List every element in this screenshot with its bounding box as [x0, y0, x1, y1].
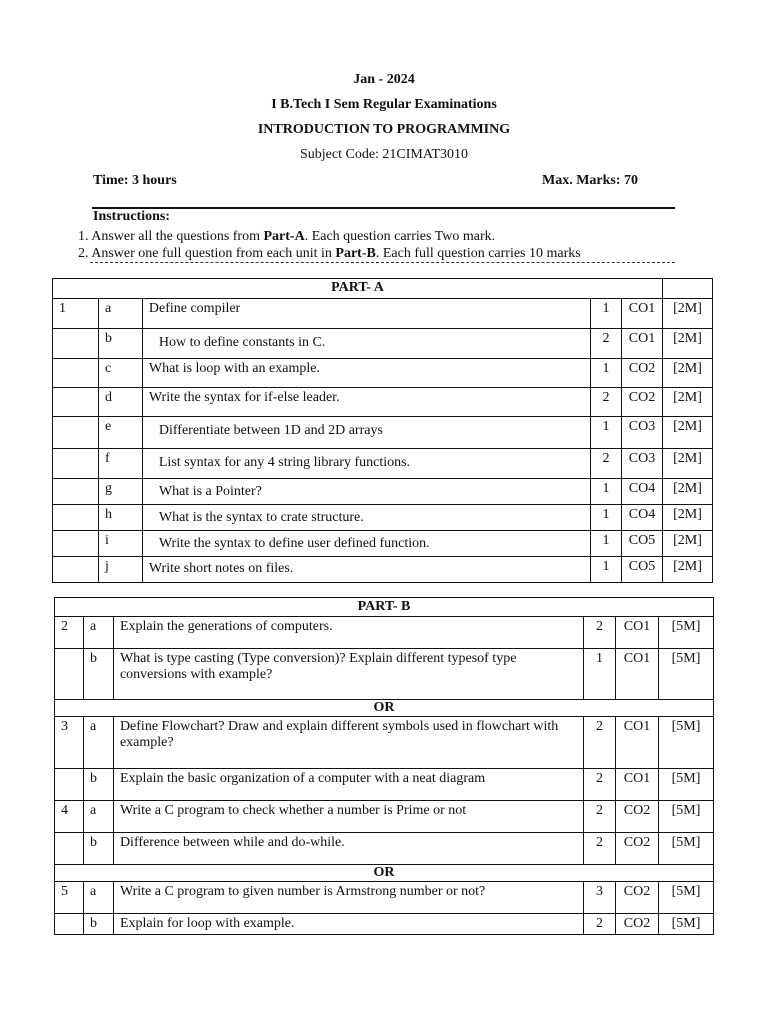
bloom-level: 2	[584, 769, 616, 801]
question-text: Explain the generations of computers.	[113, 617, 583, 649]
question-marks: [5M]	[659, 717, 714, 769]
question-text: Explain the basic organization of a computer with a neat diagram	[113, 769, 583, 801]
question-marks: [5M]	[659, 769, 714, 801]
exam-time: Time: 3 hours	[93, 173, 177, 188]
question-marks: [2M]	[662, 299, 712, 329]
instruction-emphasis: Part-A	[263, 229, 305, 244]
bloom-level: 2	[584, 801, 616, 833]
question-number: 1	[53, 299, 99, 329]
question-number	[53, 505, 99, 531]
table-row	[55, 617, 714, 649]
question-text: Write the syntax for if-else leader.	[142, 388, 590, 417]
table-row	[55, 769, 714, 801]
question-text: Write the syntax to define user defined function.	[142, 531, 590, 557]
course-outcome: CO1	[616, 717, 659, 769]
sub-question-label: c	[98, 359, 142, 388]
sub-question-label: j	[98, 557, 142, 583]
bloom-level: 1	[591, 359, 622, 388]
table-row	[53, 557, 713, 583]
table-row	[55, 801, 714, 833]
question-marks: [2M]	[662, 359, 712, 388]
question-marks: [2M]	[662, 449, 712, 479]
question-number: 2	[55, 617, 84, 649]
course-title: INTRODUCTION TO PROGRAMMING	[257, 122, 511, 137]
table-row	[53, 359, 713, 388]
bloom-level: 3	[584, 882, 616, 914]
table-row	[53, 531, 713, 557]
question-marks: [5M]	[659, 833, 714, 865]
sub-question-label: b	[83, 914, 113, 935]
question-marks: [2M]	[662, 531, 712, 557]
dashed-divider	[90, 262, 675, 269]
bloom-level: 2	[591, 449, 622, 479]
question-number	[53, 557, 99, 583]
bloom-level: 1	[591, 531, 622, 557]
or-separator: OR	[55, 700, 714, 717]
course-outcome: CO1	[616, 649, 659, 700]
question-marks: [2M]	[662, 479, 712, 505]
table-row	[55, 717, 714, 769]
instruction-number: 1.	[78, 229, 89, 244]
question-number	[53, 417, 99, 449]
sub-question-label: a	[83, 617, 113, 649]
question-number: 5	[55, 882, 84, 914]
course-outcome: CO2	[622, 388, 663, 417]
instruction-emphasis: Part-B	[335, 246, 376, 261]
instruction-text: Answer all the questions from	[91, 229, 264, 244]
question-number	[53, 449, 99, 479]
question-text: What is type casting (Type conversion)? Explain different typesof type conversions with example?	[113, 649, 583, 700]
question-text: Define compiler	[142, 299, 590, 329]
question-marks: [5M]	[659, 914, 714, 935]
bloom-level: 2	[591, 388, 622, 417]
question-text: Write a C program to given number is Armstrong number or not?	[113, 882, 583, 914]
course-outcome: CO1	[616, 769, 659, 801]
question-marks: [2M]	[662, 557, 712, 583]
course-outcome: CO3	[622, 449, 663, 479]
or-separator: OR	[55, 865, 714, 882]
question-marks: [5M]	[659, 617, 714, 649]
bloom-level: 1	[584, 649, 616, 700]
instruction-text: . Each question carries Two mark.	[304, 229, 496, 244]
bloom-level: 2	[584, 617, 616, 649]
bloom-level: 1	[591, 479, 622, 505]
question-text: What is a Pointer?	[142, 479, 590, 505]
table-row	[55, 649, 714, 700]
question-number	[53, 479, 99, 505]
question-number	[55, 833, 84, 865]
part-a-table	[52, 278, 713, 583]
table-row	[53, 505, 713, 531]
sub-question-label: a	[83, 717, 113, 769]
question-marks: [5M]	[659, 801, 714, 833]
bloom-level: 2	[591, 329, 622, 359]
question-marks: [2M]	[662, 417, 712, 449]
sub-question-label: b	[98, 329, 142, 359]
empty-cell	[662, 279, 712, 299]
instruction-text: . Each full question carries 10 marks	[375, 246, 581, 261]
table-row	[53, 417, 713, 449]
sub-question-label: a	[98, 299, 142, 329]
sub-question-label: a	[83, 882, 113, 914]
question-number	[53, 531, 99, 557]
instruction-item	[78, 228, 698, 245]
course-outcome: CO4	[622, 505, 663, 531]
table-row	[55, 914, 714, 935]
instruction-number: 2.	[78, 246, 89, 261]
course-outcome: CO1	[622, 299, 663, 329]
table-row	[53, 329, 713, 359]
question-number	[55, 769, 84, 801]
subject-code: Subject Code: 21CIMAT3010	[300, 147, 468, 162]
question-text: What is loop with an example.	[142, 359, 590, 388]
table-row	[53, 388, 713, 417]
sub-question-label: b	[83, 769, 113, 801]
sub-question-label: i	[98, 531, 142, 557]
bloom-level: 1	[591, 557, 622, 583]
question-text: Write a C program to check whether a number is Prime or not	[113, 801, 583, 833]
question-text: How to define constants in C.	[142, 329, 590, 359]
header-divider	[92, 207, 675, 209]
bloom-level: 2	[584, 717, 616, 769]
part-b-title: PART- B	[55, 598, 714, 617]
question-text: Write short notes on files.	[142, 557, 590, 583]
question-text: What is the syntax to crate structure.	[142, 505, 590, 531]
question-text: Differentiate between 1D and 2D arrays	[142, 417, 590, 449]
question-number	[53, 388, 99, 417]
question-marks: [2M]	[662, 505, 712, 531]
question-text: Explain for loop with example.	[113, 914, 583, 935]
sub-question-label: b	[83, 649, 113, 700]
part-b-table	[54, 597, 714, 935]
question-number	[53, 359, 99, 388]
part-a-title: PART- A	[53, 279, 663, 299]
course-outcome: CO5	[622, 557, 663, 583]
question-number: 3	[55, 717, 84, 769]
course-outcome: CO4	[622, 479, 663, 505]
exam-month: Jan - 2024	[353, 72, 415, 87]
course-outcome: CO2	[622, 359, 663, 388]
max-marks: Max. Marks: 70	[542, 173, 639, 188]
question-marks: [5M]	[659, 649, 714, 700]
course-outcome: CO2	[616, 801, 659, 833]
sub-question-label: h	[98, 505, 142, 531]
bloom-level: 1	[591, 505, 622, 531]
bloom-level: 1	[591, 299, 622, 329]
instructions-title: Instructions:	[93, 209, 171, 224]
table-row	[53, 449, 713, 479]
question-number: 4	[55, 801, 84, 833]
sub-question-label: f	[98, 449, 142, 479]
course-outcome: CO2	[616, 833, 659, 865]
question-marks: [5M]	[659, 882, 714, 914]
question-number	[55, 649, 84, 700]
question-text: Define Flowchart? Draw and explain different symbols used in flowchart with example?	[113, 717, 583, 769]
question-text: List syntax for any 4 string library functions.	[142, 449, 590, 479]
table-row	[53, 299, 713, 329]
table-row	[55, 882, 714, 914]
instructions-list	[78, 228, 698, 262]
question-marks: [2M]	[662, 329, 712, 359]
bloom-level: 1	[591, 417, 622, 449]
bloom-level: 2	[584, 833, 616, 865]
course-outcome: CO2	[616, 882, 659, 914]
course-outcome: CO3	[622, 417, 663, 449]
sub-question-label: b	[83, 833, 113, 865]
course-outcome: CO1	[622, 329, 663, 359]
bloom-level: 2	[584, 914, 616, 935]
table-row	[55, 833, 714, 865]
table-row	[53, 479, 713, 505]
instruction-text: Answer one full question from each unit in	[91, 246, 336, 261]
question-number	[53, 329, 99, 359]
sub-question-label: e	[98, 417, 142, 449]
sub-question-label: a	[83, 801, 113, 833]
course-outcome: CO5	[622, 531, 663, 557]
sub-question-label: d	[98, 388, 142, 417]
question-text: Difference between while and do-while.	[113, 833, 583, 865]
course-outcome: CO1	[616, 617, 659, 649]
sub-question-label: g	[98, 479, 142, 505]
exam-title: I B.Tech I Sem Regular Examinations	[271, 97, 497, 112]
question-marks: [2M]	[662, 388, 712, 417]
course-outcome: CO2	[616, 914, 659, 935]
question-number	[55, 914, 84, 935]
instruction-item	[78, 245, 698, 262]
